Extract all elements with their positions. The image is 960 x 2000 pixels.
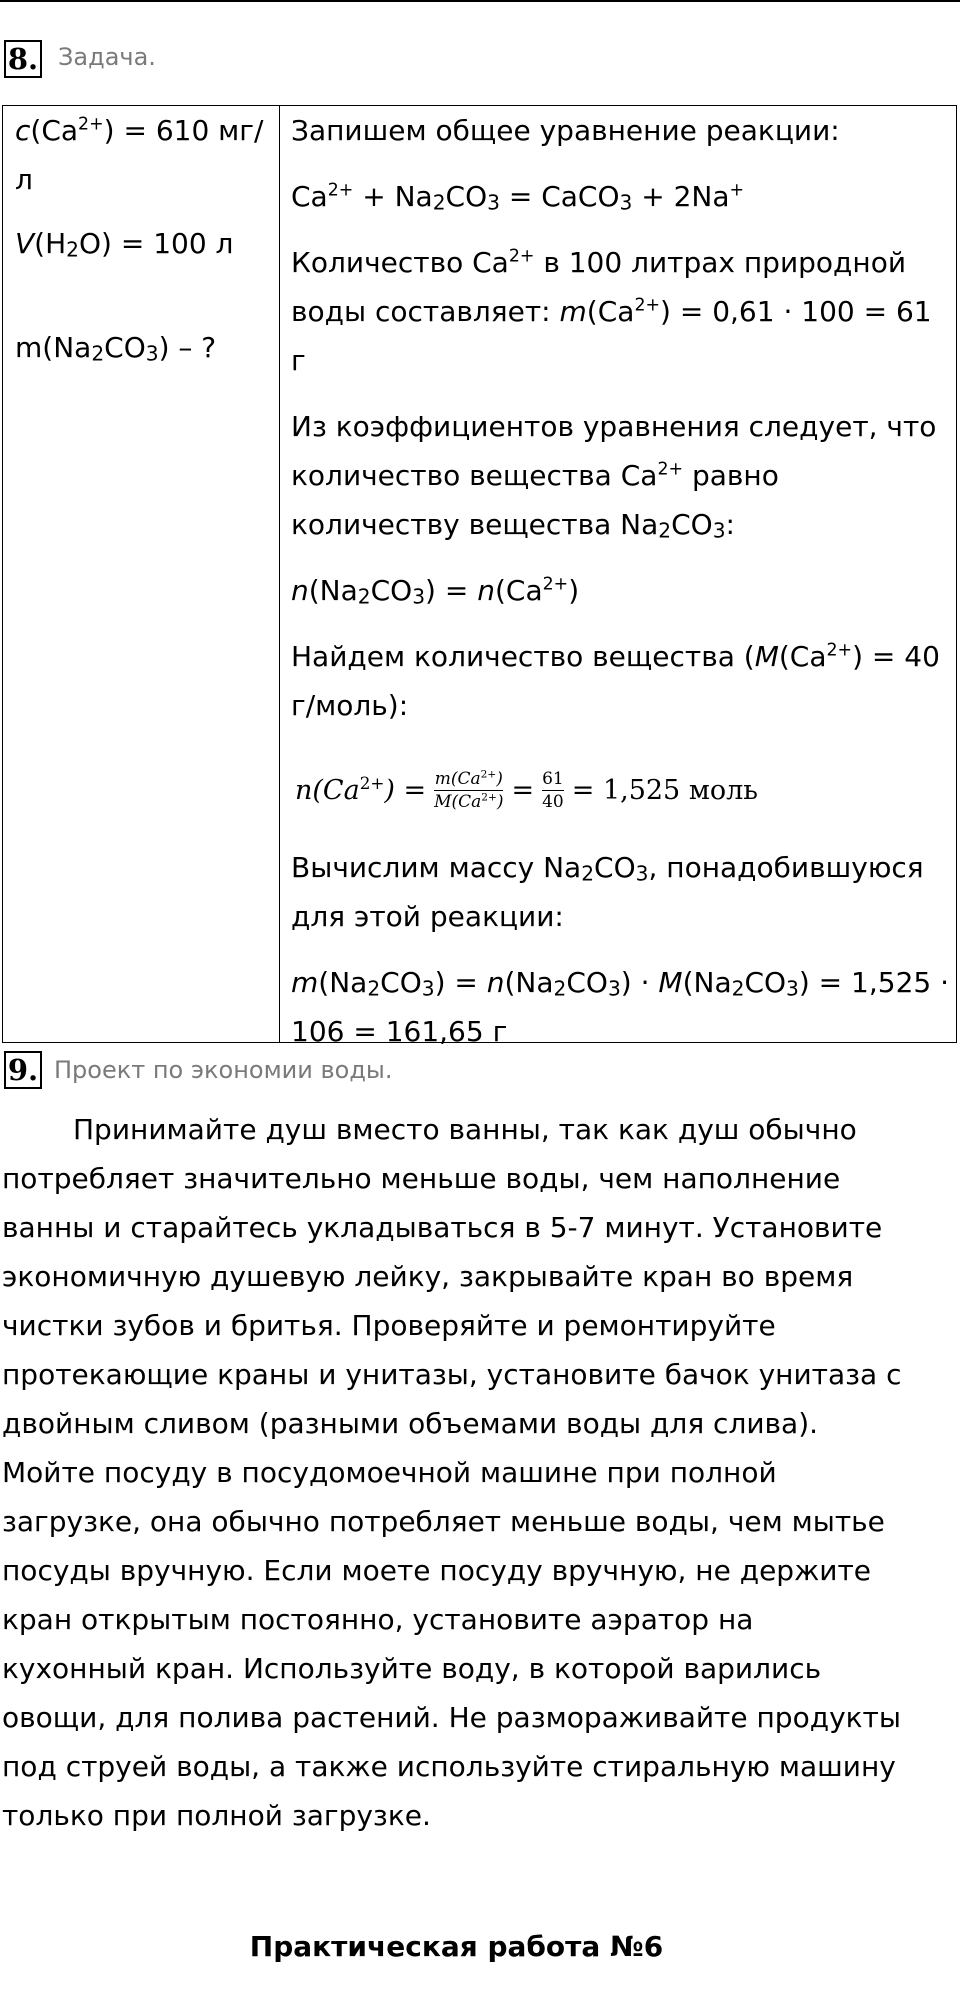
table-column-divider <box>279 106 280 1042</box>
moles-equality: $n(Na_2CO_3) = n(Ca^{2+})$ <box>291 574 580 609</box>
formula-equals: = <box>511 774 535 806</box>
task-8-table <box>2 105 957 1048</box>
amount-formula <box>295 747 951 833</box>
task-9-number: 9. <box>4 1051 42 1089</box>
task-8-number: 8. <box>4 40 42 78</box>
water-saving-text: Принимайте душ вместо ванны, так как душ обычно потребляет значительно меньше воды, чем наполнение ванны и старайтесь укладываться в 5-7 минут. Установите экономичную душевую лейку, закрывайте кран во время чистки зубов и бритья. Проверяйте и ремонтируйте протекающие краны и унитазы, установите бачок унитаза с двойным сливом (разными объемами воды для слива). Мойте посуду в посудомоечной машине при полной загрузке, она обычно потребляет меньше воды, чем мытье посуды вручную. Если моете посуду вручную, не держите кран открытым постоянно, установите аэратор на кухонный кран. Используйте воду, в которой варились овощи, для полива растений. Не размораживайте продукты под струей воды, а также используйте стиральную машину только при полной загрузке. <box>2 1113 902 1832</box>
mass-intro: Вычислим массу $Na_2CO_3$, понадобившуюся для этой реакции: <box>291 851 924 933</box>
mass-calculation: $m(Na_2CO_3) = n(Na_2CO_3) \cdot M(Na_2CO_3) = 1,525 \cdot 106 = 161,65$ г <box>291 966 950 1048</box>
coefficient-statement: Из коэффициентов уравнения следует, что количество вещества $Ca^{2+}$ равно количеству вещества $Na_2CO_3$: <box>291 410 937 543</box>
find-amount-statement: Найдем количество вещества ($M(Ca^{2+}) = 40$ г/моль): <box>291 640 940 722</box>
solution-column <box>291 106 951 1073</box>
top-divider <box>0 0 960 2</box>
given-column <box>15 106 270 387</box>
task-9-label: Проект по экономии воды. <box>54 1056 393 1084</box>
find-mass: $m(Na_2CO_3)$ – ? <box>15 331 217 366</box>
fraction-numeric: $\frac{61}{40}$ <box>542 768 564 812</box>
solution-intro: Запишем общее уравнение реакции: <box>291 114 840 147</box>
formula-result: = 1,525 моль <box>571 774 758 806</box>
formula-lhs: $n(Ca^{2+})$ = <box>295 772 427 806</box>
calcium-amount: Количество $Ca^{2+}$ в 100 литрах природной воды составляет: $m(Ca^{2+}) = 0,61 \cdot 100 = 61$ г <box>291 246 932 377</box>
given-concentration: $c(Ca^{2+}) = 610$ мг/л <box>15 114 264 196</box>
given-volume: $V(H_2O) = 100$ л <box>15 227 234 262</box>
fraction-mass-over-molar: $\frac{m(Ca^{2+})}{M(Ca^{2+})}$ <box>434 768 504 812</box>
reaction-equation: $Ca^{2+} + Na_2CO_3$ = CaCO$_3$ + 2Na+ <box>291 180 745 215</box>
task-8-label: Задача. <box>58 43 156 71</box>
practical-work-heading: Практическая работа №6 <box>249 1930 664 1963</box>
